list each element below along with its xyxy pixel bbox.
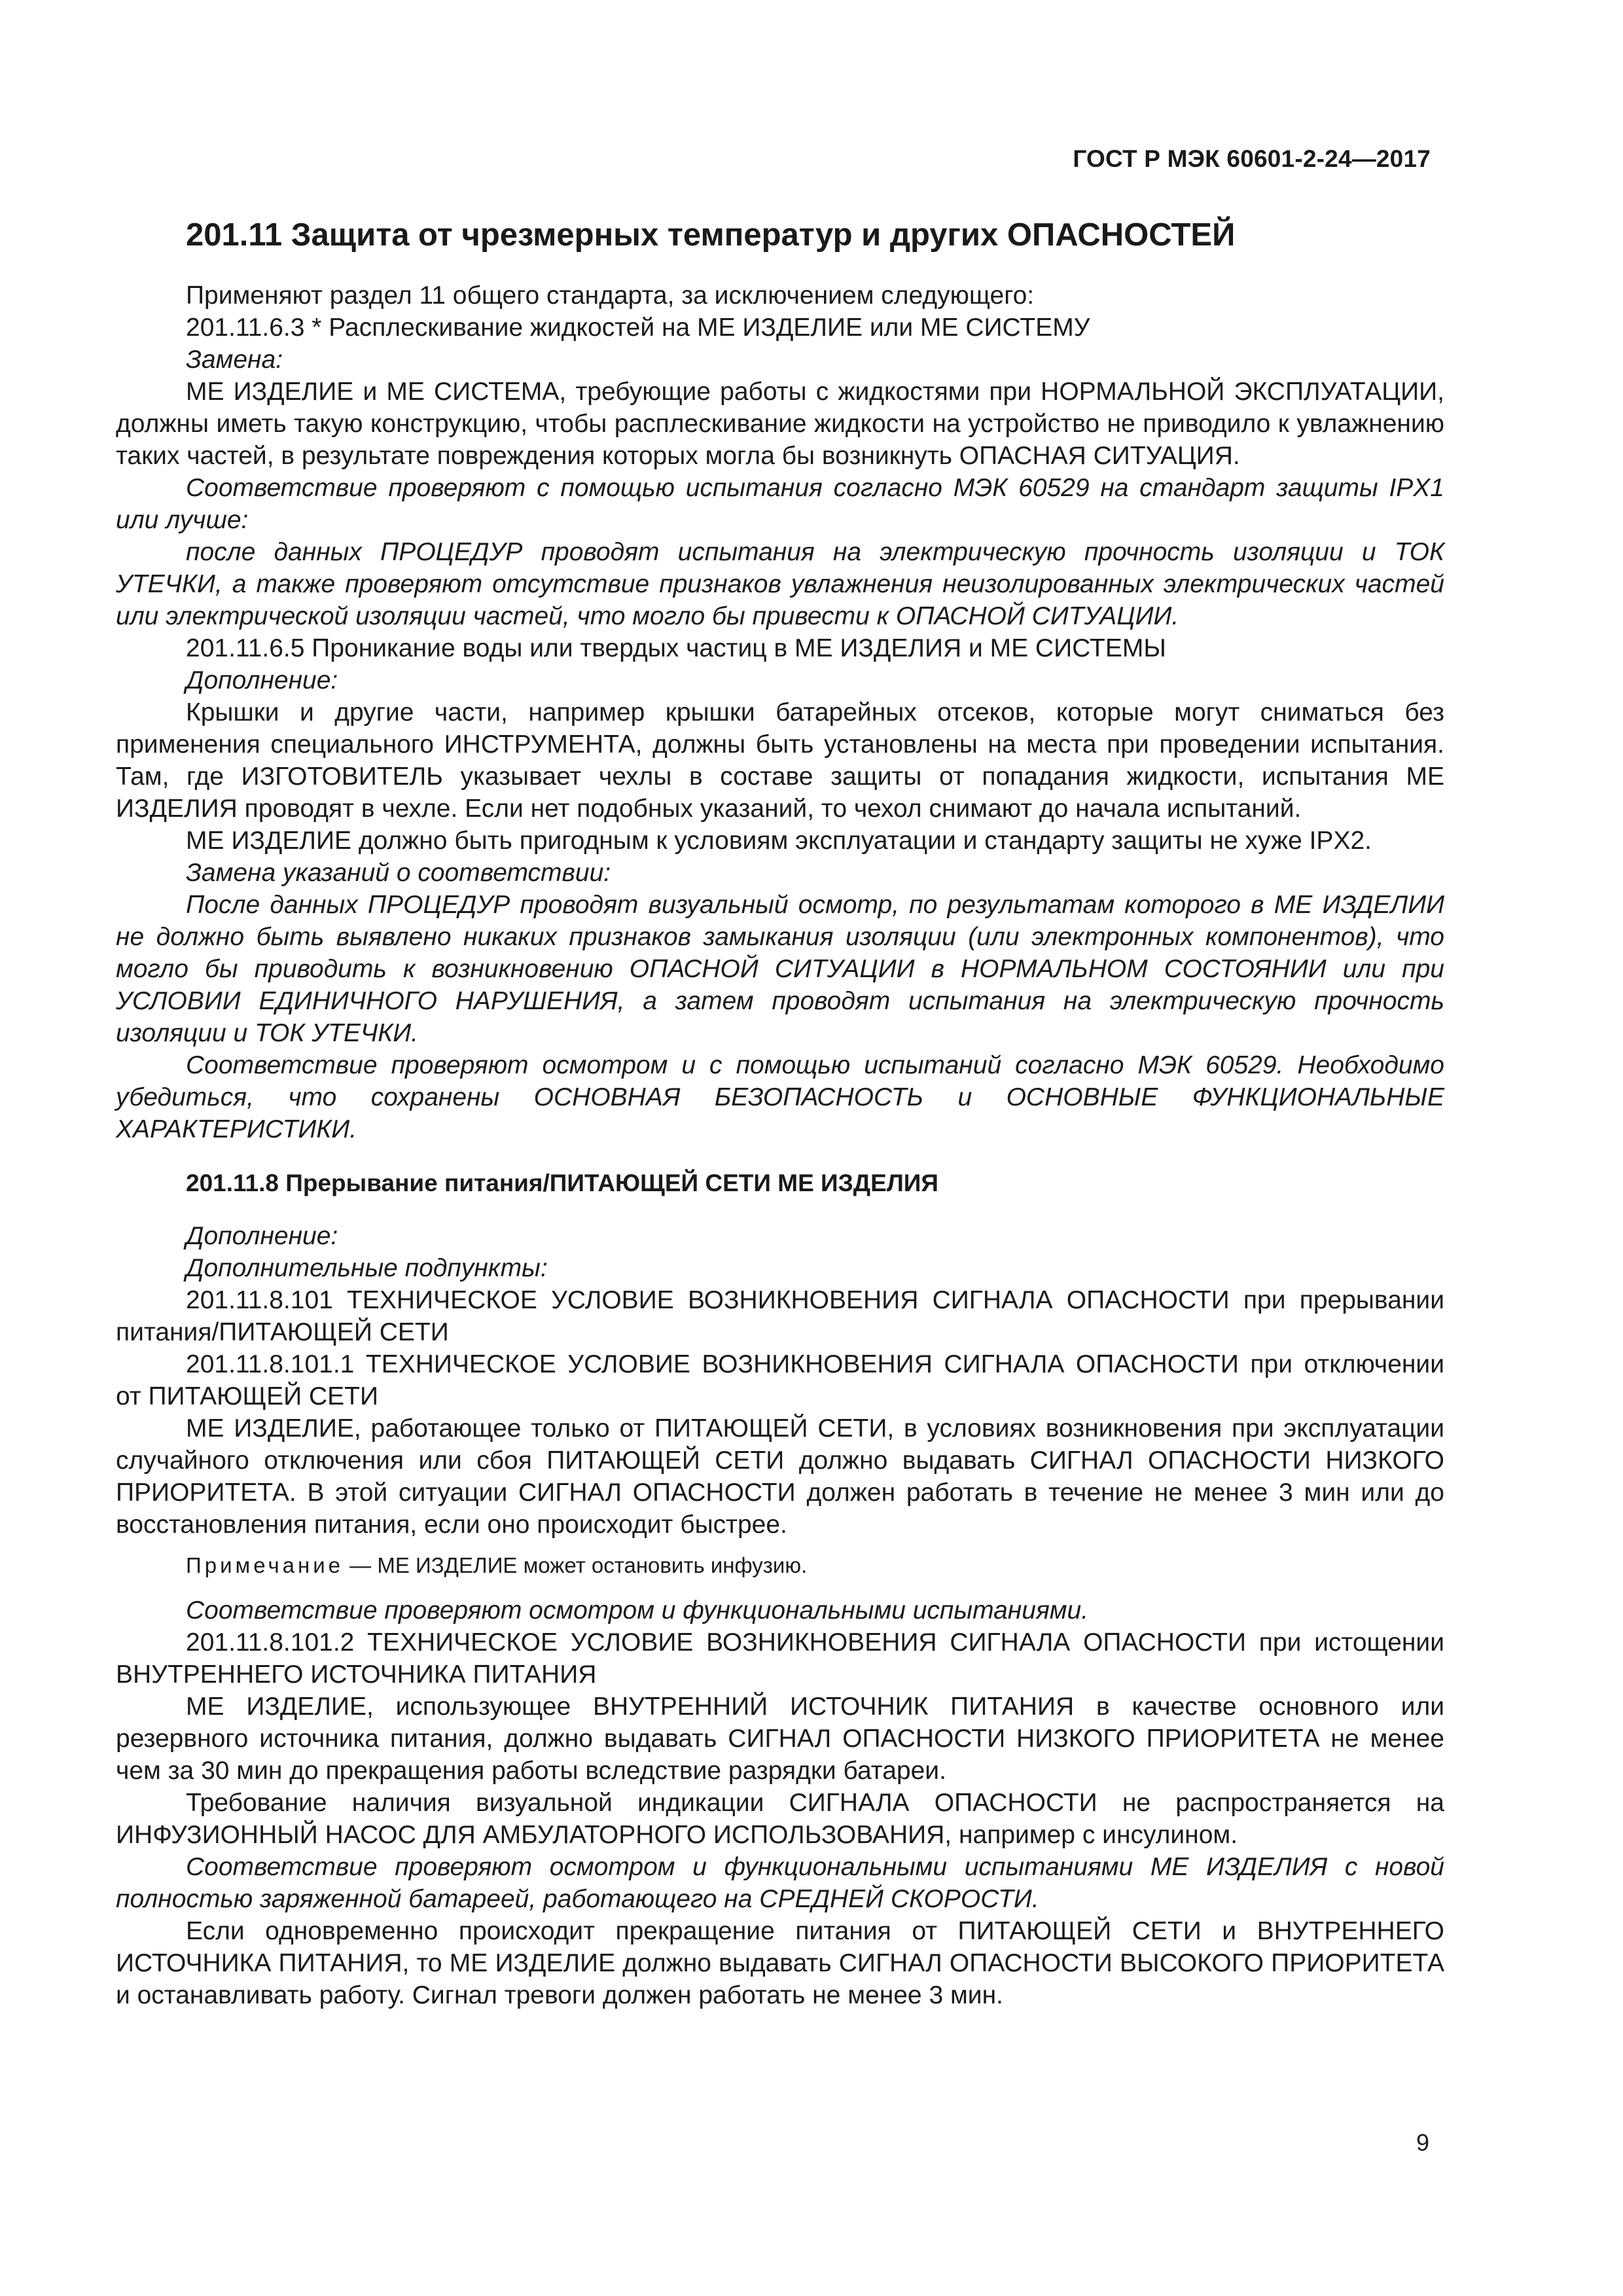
paragraph: Дополнение: [186, 1222, 338, 1251]
subsection-body-continued [116, 1594, 1444, 2011]
paragraph: Крышки и другие части, например крышки батарейных отсеков, которые могут сниматься без применения специального ИНСТРУМЕНТА, должны быть установлены на места при проведении испытания. Там, где ИЗГОТОВИТЕЛЬ указывает чехлы в составе защиты от попадания жидкости, испытания МЕ ИЗДЕЛИЯ проводят в чехле. Если нет подобных указаний, то чехол снимают до начала испытаний. [116, 698, 1444, 823]
note [116, 1551, 1444, 1580]
paragraph: Дополнительные подпункты: [186, 1254, 548, 1283]
paragraph: Соответствие проверяют осмотром и функциональными испытаниями. [186, 1596, 1089, 1625]
paragraph: после данных ПРОЦЕДУР проводят испытания на электрическую прочность изоляции и ТОК УТЕЧКИ, а также проверяют отсутствие признаков увлажнения неизолированных электрических частей или электрической изоляции частей, что могло бы привести к ОПАСНОЙ СИТУАЦИИ. [116, 537, 1444, 630]
paragraph: Требование наличия визуальной индикации СИГНАЛА ОПАСНОСТИ не распространяется на ИНФУЗИОННЫЙ НАСОС ДЛЯ АМБУЛАТОРНОГО ИСПОЛЬЗОВАНИЯ, например с инсулином. [116, 1789, 1444, 1850]
paragraph: Соответствие проверяют осмотром и с помощью испытаний согласно МЭК 60529. Необходимо убедиться, что сохранены ОСНОВНАЯ БЕЗОПАСНОСТЬ и ОСНОВНЫЕ ФУНКЦИОНАЛЬНЫЕ ХАРАКТЕРИСТИКИ. [116, 1050, 1444, 1143]
paragraph: МЕ ИЗДЕЛИЕ должно быть пригодным к условиям эксплуатации и стандарту защиты не хуже IPX2. [186, 826, 1372, 855]
paragraph: После данных ПРОЦЕДУР проводят визуальный осмотр, по результатам которого в МЕ ИЗДЕЛИИ не должно быть выявлено никаких признаков замыкания изоляции (или электронных компонентов), что могло бы приводить к возникновению ОПАСНОЙ СИТУАЦИИ в НОРМАЛЬНОМ СОСТОЯНИИ или при УСЛОВИИ ЕДИНИЧНОГО НАРУШЕНИЯ, а затем проводят испытания на электрическую прочность изоляции и ТОК УТЕЧКИ. [116, 890, 1444, 1047]
page-content [116, 216, 1444, 2011]
section-body [116, 279, 1444, 1145]
paragraph: 201.11.8.101 ТЕХНИЧЕСКОЕ УСЛОВИЕ ВОЗНИКНОВЕНИЯ СИГНАЛА ОПАСНОСТИ при прерывании питания/ПИТАЮЩЕЙ СЕТИ [116, 1286, 1444, 1347]
note-text: — МЕ ИЗДЕЛИЕ может остановить инфузию. [344, 1553, 808, 1578]
paragraph: Соответствие проверяют с помощью испытания согласно МЭК 60529 на стандарт защиты IPX1 или лучше: [116, 473, 1444, 534]
page-number: 9 [1416, 2129, 1429, 2156]
subsection-body [116, 1220, 1444, 1541]
paragraph: Применяют раздел 11 общего стандарта, за исключением следующего: [186, 281, 1035, 310]
paragraph: 201.11.6.5 Проникание воды или твердых частиц в МЕ ИЗДЕЛИЯ и МЕ СИСТЕМЫ [186, 634, 1166, 662]
paragraph: 201.11.8.101.1 ТЕХНИЧЕСКОЕ УСЛОВИЕ ВОЗНИКНОВЕНИЯ СИГНАЛА ОПАСНОСТИ при отключении от ПИТАЮЩЕЙ СЕТИ [116, 1350, 1444, 1411]
paragraph: 201.11.6.3 * Расплескивание жидкостей на МЕ ИЗДЕЛИЕ или МЕ СИСТЕМУ [186, 313, 1090, 342]
paragraph: МЕ ИЗДЕЛИЕ и МЕ СИСТЕМА, требующие работы с жидкостями при НОРМАЛЬНОЙ ЭКСПЛУАТАЦИИ, должны иметь такую конструкцию, чтобы расплескивание жидкости на устройство не приводило к увлажнению таких частей, в результате повреждения которых могла бы возникнуть ОПАСНАЯ СИТУАЦИЯ. [116, 377, 1444, 470]
paragraph: 201.11.8.101.2 ТЕХНИЧЕСКОЕ УСЛОВИЕ ВОЗНИКНОВЕНИЯ СИГНАЛА ОПАСНОСТИ при истощении ВНУТРЕННЕГО ИСТОЧНИКА ПИТАНИЯ [116, 1628, 1444, 1689]
section-title: 201.11 Защита от чрезмерных температур и других ОПАСНОСТЕЙ [186, 217, 1236, 253]
paragraph: Замена: [186, 345, 283, 374]
paragraph: МЕ ИЗДЕЛИЕ, использующее ВНУТРЕННИЙ ИСТОЧНИК ПИТАНИЯ в качестве основного или резервного источника питания, должно выдавать СИГНАЛ ОПАСНОСТИ НИЗКОГО ПРИОРИТЕТА не менее чем за 30 мин до прекращения работы вследствие разрядки батареи. [116, 1693, 1444, 1785]
document-id-header: ГОСТ Р МЭК 60601-2-24—2017 [1073, 145, 1431, 172]
note-label: Примечание [186, 1553, 344, 1578]
paragraph: Соответствие проверяют осмотром и функциональными испытаниями МЕ ИЗДЕЛИЯ с новой полностью заряженной батареей, работающего на СРЕДНЕЙ СКОРОСТИ. [116, 1853, 1444, 1914]
paragraph: МЕ ИЗДЕЛИЕ, работающее только от ПИТАЮЩЕЙ СЕТИ, в условиях возникновения при эксплуатации случайного отключения или сбоя ПИТАЮЩЕЙ СЕТИ должно выдавать СИГНАЛ ОПАСНОСТИ НИЗКОГО ПРИОРИТЕТА. В этой ситуации СИГНАЛ ОПАСНОСТИ должен работать в течение не менее 3 мин или до восстановления питания, если оно происходит быстрее. [116, 1414, 1444, 1539]
subsection-title: 201.11.8 Прерывание питания/ПИТАЮЩЕЙ СЕТИ МЕ ИЗДЕЛИЯ [186, 1169, 938, 1196]
paragraph: Дополнение: [186, 666, 338, 694]
paragraph: Если одновременно происходит прекращение питания от ПИТАЮЩЕЙ СЕТИ и ВНУТРЕННЕГО ИСТОЧНИКА ПИТАНИЯ, то МЕ ИЗДЕЛИЕ должно выдавать СИГНАЛ ОПАСНОСТИ ВЫСОКОГО ПРИОРИТЕТА и останавливать работу. Сигнал тревоги должен работать не менее 3 мин. [116, 1917, 1444, 2010]
paragraph: Замена указаний о соответствии: [186, 858, 611, 887]
